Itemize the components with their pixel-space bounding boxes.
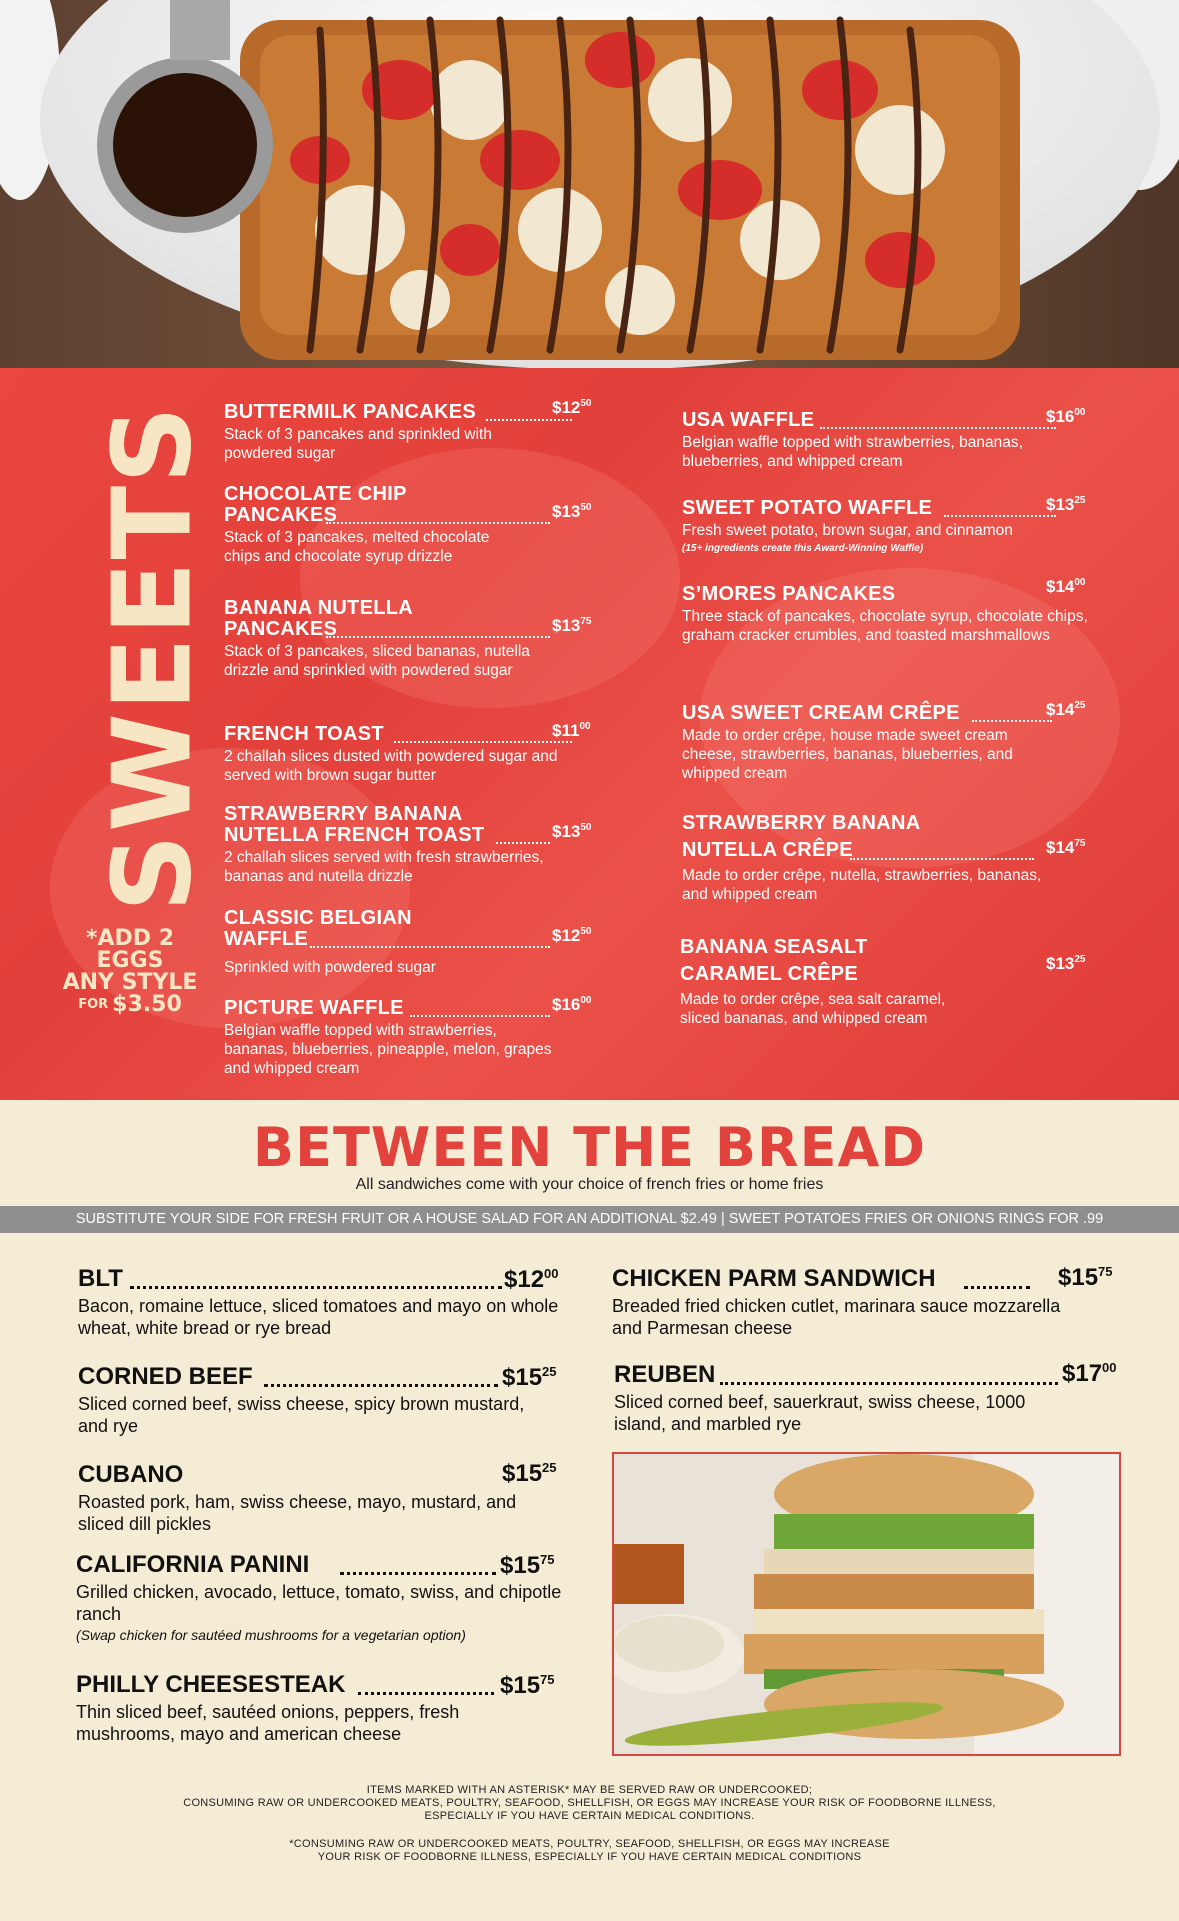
menu-item-buttermilk-pancakes: BUTTERMILK PANCAKES $\$12^{50}$ Stack of 3 pancakes and sprinkled with powdered sugar [224, 398, 592, 462]
menu-item-corned-beef: CORNED BEEF $\$15^{25}$ Sliced corned beef, swiss cheese, spicy brown mustard, and rye [78, 1363, 557, 1436]
disclaimer-footnote: *CONSUMING RAW OR UNDERCOOKED MEATS, POULTRY, SEAFOOD, SHELLFISH, OR EGGS MAY INCREASE YOUR RISK OF FOODBORNE ILLNESS, ESPECIALLY IF YOU HAVE CERTAIN MEDICAL CONDITIONS [289, 1838, 890, 1863]
add-eggs-note: *ADD 2 EGGS ANY STYLE FOR $3.50 [62, 926, 198, 1017]
menu-item-strawberry-banana-nutella-crepe: STRAWBERRY BANANA NUTELLA CRÊPE $\$14^{75}$ Made to order crêpe, nutella, strawberries, bananas, and whipped cream [682, 812, 1086, 903]
hero-french-toast-photo [0, 0, 1179, 368]
menu-item-usa-sweet-cream-crepe: USA SWEET CREAM CRÊPE $\$14^{25}$ Made to order crêpe, house made sweet cream cheese, strawberries, bananas, blueberries, and whipped cream [682, 700, 1086, 782]
substitute-side-banner: SUBSTITUTE YOUR SIDE FOR FRESH FRUIT OR A HOUSE SALAD FOR AN ADDITIONAL $2.49 | SWEET POTATOES FRIES OR ONIONS RINGS FOR .99 [0, 1206, 1179, 1233]
menu-item-reuben: REUBEN $\$17^{00}$ Sliced corned beef, sauerkraut, swiss cheese, 1000 island, and marbled rye [614, 1360, 1117, 1434]
menu-item-philly-cheesesteak: PHILLY CHEESESTEAK $\$15^{75}$ Thin sliced beef, sautéed onions, peppers, fresh mushrooms, mayo and american cheese [76, 1671, 555, 1744]
sandwich-sides-note: All sandwiches come with your choice of french fries or home fries [355, 1176, 824, 1193]
menu-item-usa-waffle: USA WAFFLE $\$16^{00}$ Belgian waffle topped with strawberries, bananas, blueberries, and whipped cream [682, 407, 1086, 470]
menu-item-picture-waffle: PICTURE WAFFLE $\$16^{00}$ Belgian waffle topped with strawberries, bananas, blueberries, pineapple, melon, grapes and whipped cream [224, 995, 592, 1077]
menu-item-california-panini: CALIFORNIA PANINI $\$15^{75}$ Grilled chicken, avocado, lettuce, tomato, swiss, and chipotle ranch (Swap chicken for sautéed mushrooms for a vegetarian option) [76, 1551, 562, 1643]
sweets-heading: SWEETS [90, 404, 216, 912]
between-the-bread-heading: BETWEEN THE BREAD [252, 1116, 927, 1179]
sweets-section [0, 368, 1179, 1100]
menu-item-strawberry-banana-nutella-french-toast: STRAWBERRY BANANA NUTELLA FRENCH TOAST $\$13^{50}$ 2 challah slices served with fresh strawberries, bananas and nutella drizzle [224, 803, 592, 885]
menu-item-smores-pancakes: S’MORES PANCAKES $\$14^{00}$ Three stack of pancakes, chocolate syrup, chocolate chips, graham cracker crumbles, and toasted marshmallows [682, 577, 1088, 644]
menu-item-banana-nutella-pancakes: BANANA NUTELLA PANCAKES $\$13^{75}$ Stack of 3 pancakes, sliced bananas, nutella drizzle and sprinkled with powdered sugar [224, 597, 592, 679]
menu-item-chocolate-chip-pancakes: CHOCOLATE CHIP PANCAKES $\$13^{50}$ Stack of 3 pancakes, melted chocolate chips and chocolate syrup drizzle [224, 483, 592, 565]
menu-item-blt: BLT $\$12^{00}$ Bacon, romaine lettuce, sliced tomatoes and mayo on whole wheat, white bread or rye bread [78, 1265, 559, 1338]
menu-item-french-toast: FRENCH TOAST $\$11^{00}$ 2 challah slices dusted with powdered sugar and served with brown sugar butter [224, 721, 591, 784]
menu-item-classic-belgian-waffle: CLASSIC BELGIAN WAFFLE $\$12^{50}$ Sprinkled with powdered sugar [224, 907, 592, 976]
menu-item-chicken-parm-sandwich: CHICKEN PARM SANDWICH $\$15^{75}$ Breaded fried chicken cutlet, marinara sauce mozzarella and Parmesan cheese [612, 1264, 1113, 1338]
menu-item-cubano: CUBANO $\$15^{25}$ Roasted pork, ham, swiss cheese, mayo, mustard, and sliced dill pickles [78, 1460, 557, 1534]
menu-item-sweet-potato-waffle: SWEET POTATO WAFFLE $\$13^{25}$ Fresh sweet potato, brown sugar, and cinnamon (15+ ingredients create this Award-Winning Waffle) [682, 495, 1086, 554]
sandwich-photo [612, 1452, 1121, 1756]
menu-item-banana-seasalt-caramel-crepe: BANANA SEASALT CARAMEL CRÊPE $\$13^{25}$ Made to order crêpe, sea salt caramel, sliced bananas, and whipped cream [680, 936, 1086, 1027]
disclaimer-text: ITEMS MARKED WITH AN ASTERISK* MAY BE SERVED RAW OR UNDERCOOKED; CONSUMING RAW OR UNDERCOOKED MEATS, POULTRY, SEAFOOD, SHELLFISH, OR EGGS MAY INCREASE YOUR RISK OF FOODBORNE ILLNESS, ESPECIALLY IF YOU HAVE CERTAIN MEDICAL CONDITIONS. [183, 1784, 996, 1822]
